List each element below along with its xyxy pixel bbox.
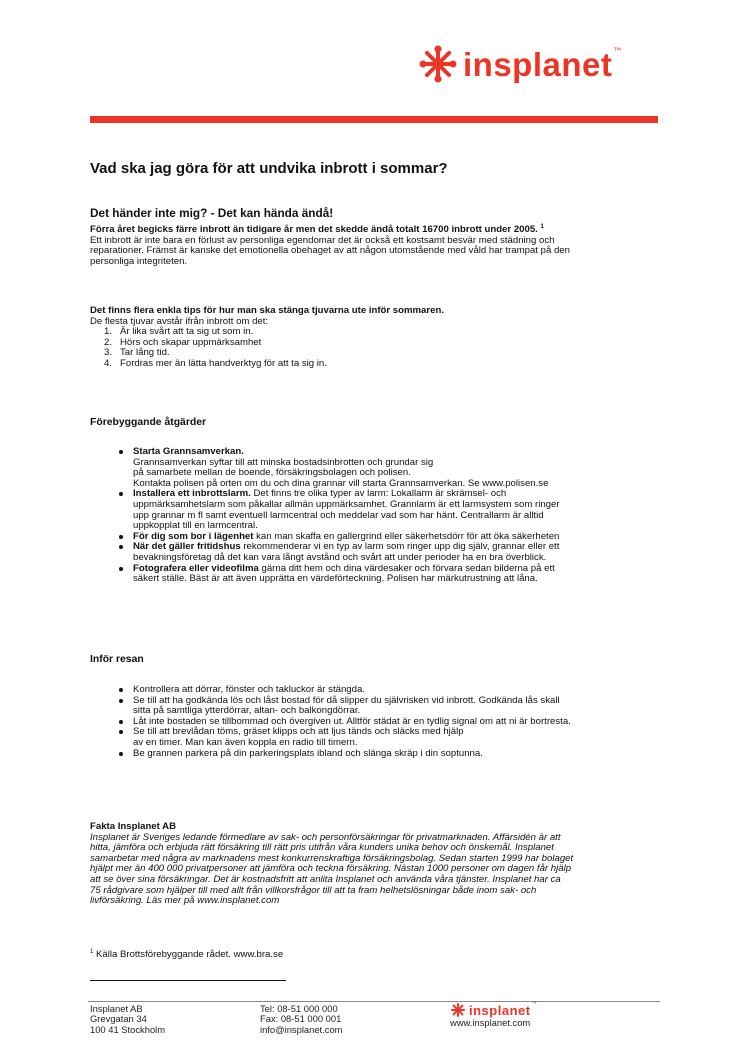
footer-address xyxy=(90,1004,165,1035)
item-heading: För dig som bor i lägenhet xyxy=(133,530,254,542)
item-line: Se till att brevlådan töms, gräset klipps och att ljus tänds och släcks med hjälp xyxy=(133,726,464,738)
list-item xyxy=(133,685,673,696)
footnote-text: Källa Brottsförebyggande rådet. www.bra.se xyxy=(93,949,284,961)
item-heading: Fotografera eller videofilma xyxy=(133,562,259,574)
bullet-icon xyxy=(119,450,123,454)
bullet-icon xyxy=(119,545,123,549)
item-heading: Starta Grannsamverkan. xyxy=(133,446,244,457)
bullet-icon xyxy=(119,699,123,703)
paragraph-line: personliga integriteten. xyxy=(90,255,188,267)
bullet-icon xyxy=(119,567,123,571)
lead-sentence xyxy=(90,222,670,236)
item-text: Det finns tre olika typer av larm: Lokallarm är skrämsel- och xyxy=(250,488,507,500)
fakta-line: att se över sina försäkringar. Det är kostnadsfritt att anlita Insplanet och använda våra tjänster. Insplanet har ca xyxy=(90,873,561,885)
paragraph-line: Ett inbrott är inte bara en förlust av personliga egendomar det är också ett kostsamt besvär med städning och xyxy=(90,234,555,246)
list-item xyxy=(133,696,673,717)
item-line: Be grannen parkera på din parkeringsplats ibland och slänga skräp i din soptunna. xyxy=(133,747,483,759)
logo-wordmark: insplanet xyxy=(469,1002,531,1018)
page-title: Vad ska jag göra för att undvika inbrott i sommar? xyxy=(90,160,448,177)
lead-text: Förra året begicks färre inbrott än tidigare år men det skedde ändå totalt 16700 inbrott under 2005. xyxy=(90,224,538,236)
item-line: säkert ställe. Bäst är att även upprätta en värdeförteckning. Polisen har märkutrustning att låna. xyxy=(133,573,538,585)
footer-brand xyxy=(450,1002,537,1028)
header-red-bar xyxy=(90,116,658,123)
insplanet-logo xyxy=(418,44,621,84)
fakta-line: 75 rådgivare som hjälper till med allt från villkorsfrågor till att ta fram helhetslösningar både inom sak- och xyxy=(90,884,537,896)
section-heading: Inför resan xyxy=(90,654,144,665)
list-item xyxy=(133,447,673,489)
street: Grevgatan 34 xyxy=(90,1013,147,1025)
item-line: Grannsamverkan syftar till att minska bostadsinbrotten och grundar sig xyxy=(133,456,434,468)
footnote-number: 1 xyxy=(90,949,94,955)
item-number: 4. xyxy=(103,357,112,369)
fakta-box xyxy=(90,822,680,907)
item-line: på samarbete mellan de boende, försäkringsbolagen och polisen. xyxy=(133,467,411,479)
phone: Tel: 08-51 000 000 xyxy=(260,1003,338,1014)
item-line: upp grannar m fl samt eventuell larmcentral och meddelar vad som har hänt. Centrallarm är alltid xyxy=(133,509,544,521)
item-line: Låt inte bostaden se tillbommad och övergiven ut. Alltför städat är en tydlig signal om att ni är bortresta. xyxy=(133,715,571,727)
snowflake-logo-icon xyxy=(418,44,458,84)
list-item xyxy=(133,727,673,748)
item-line: sitta på samtliga ytterdörrar, altan- och balkongdörrar. xyxy=(133,705,361,717)
prevention-list xyxy=(133,447,673,585)
list-item xyxy=(133,542,673,563)
bullet-icon xyxy=(119,492,123,496)
trademark-mark: ™ xyxy=(613,45,622,55)
list-item xyxy=(133,749,673,760)
fax: Fax: 08-51 000 001 xyxy=(260,1013,342,1025)
fakta-line: hitta, jämföra och erbjuda rätt försäkring till rätt pris utifrån våra kunders unika behov och önskemål. Insplanet xyxy=(90,842,554,854)
item-text: Hörs och skapar uppmärksamhet xyxy=(120,336,262,348)
item-text: gärna ditt hem och dina värdesaker och förvara sedan bilderna på ett xyxy=(258,562,555,574)
section-heading: Förebyggande åtgärder xyxy=(90,417,207,428)
fakta-link[interactable]: livförsäkring. Läs mer på www.insplanet.com xyxy=(90,895,280,907)
paragraph-line: reparationer. Främst är kanske det emotionella obehaget av att någon utomstående med våld har trampat på den xyxy=(90,245,570,257)
item-line: uppmärksamhetslarm som påkallar allmän uppmärksamhet. Grannlarm är ett larmsystem som ringer xyxy=(133,498,560,510)
bullet-icon xyxy=(119,730,123,734)
footer-contact xyxy=(260,1004,342,1035)
item-heading: När det gäller fritidshus xyxy=(133,541,241,553)
item-line: uppkopplat till en larmcentral. xyxy=(133,520,258,532)
travel-list xyxy=(133,685,673,759)
item-text: Är lika svårt att ta sig ut som in. xyxy=(120,326,254,338)
item-line: Se till att ha godkända lös och låst bostad för då slipper du självrisken vid inbrott. Godkända lås skall xyxy=(133,694,560,706)
list-item xyxy=(133,489,673,531)
footnote-ref: 1 xyxy=(540,224,544,230)
item-text: Tar lång tid. xyxy=(120,347,170,359)
fakta-line: Insplanet är Sveriges ledande förmedlare av sak- och personförsäkringar för privatmarknaden. Affärsidén är att xyxy=(90,831,561,843)
fakta-line: samarbetar med några av marknadens mest konkurrenskraftiga försäkringsbolag. Sedan starten 1999 har bolaget xyxy=(90,852,574,864)
fakta-heading: Fakta Insplanet AB xyxy=(90,821,177,832)
item-number: 3. xyxy=(103,347,112,359)
section-tips xyxy=(90,306,670,370)
city: 100 41 Stockholm xyxy=(90,1023,166,1035)
footer-separator xyxy=(88,1001,660,1002)
section-heading: Det händer inte mig? - Det kan hända ändå! xyxy=(90,206,334,220)
item-heading: Installera ett inbrottslarm. xyxy=(133,488,251,500)
company-name: Insplanet AB xyxy=(90,1003,143,1014)
list-item xyxy=(133,564,673,585)
item-text: Fordras mer än lätta handverktyg för att ta sig in. xyxy=(120,357,327,369)
tips-intro: De flesta tjuvar avstår ifrån inbrott om det: xyxy=(90,315,269,327)
bullet-icon xyxy=(119,720,123,724)
list-item xyxy=(90,359,670,370)
tips-list xyxy=(90,327,670,369)
email-link[interactable]: info@insplanet.com xyxy=(260,1023,343,1035)
tips-heading: Det finns flera enkla tips för hur man ska stänga tjuvarna ute inför sommaren. xyxy=(90,305,444,316)
item-text: rekommenderar vi en typ av larm som ringer upp dig själv, grannar eller ett xyxy=(240,541,560,553)
snowflake-logo-icon xyxy=(450,1002,466,1018)
footnote xyxy=(90,947,283,961)
item-line: bevakningsföretag då det kan vara långt avstånd och svårt att under perioder ha en bra överblick. xyxy=(133,551,547,563)
bullet-icon xyxy=(119,688,123,692)
item-number: 2. xyxy=(103,336,112,348)
fakta-line: hjälpt mer än 400 000 privatpersoner att jämföra och teckna försäkring. Nästan 1000 personer om dagen får hjälp xyxy=(90,863,572,875)
footnote-separator xyxy=(90,980,286,981)
trademark-mark: ™ xyxy=(531,1001,537,1007)
item-number: 1. xyxy=(103,326,112,338)
footer-logo xyxy=(450,1002,537,1018)
item-line: Kontakta polisen på orten om du och dina grannar vill starta Grannsamverkan. Se www.polisen.se xyxy=(133,477,549,489)
section-intro xyxy=(90,206,670,268)
bullet-icon xyxy=(119,752,123,756)
item-line: Kontrollera att dörrar, fönster och takluckor är stängda. xyxy=(133,684,365,695)
bullet-icon xyxy=(119,535,123,539)
item-text: kan man skaffa en gallergrind eller säkerhetsdörr för att öka säkerheten xyxy=(253,530,560,542)
list-item xyxy=(90,338,670,349)
website-link[interactable]: www.insplanet.com xyxy=(450,1017,531,1028)
item-line: av en timer. Man kan även koppla en radio till timern. xyxy=(133,736,358,748)
logo-wordmark: insplanet xyxy=(463,45,613,83)
